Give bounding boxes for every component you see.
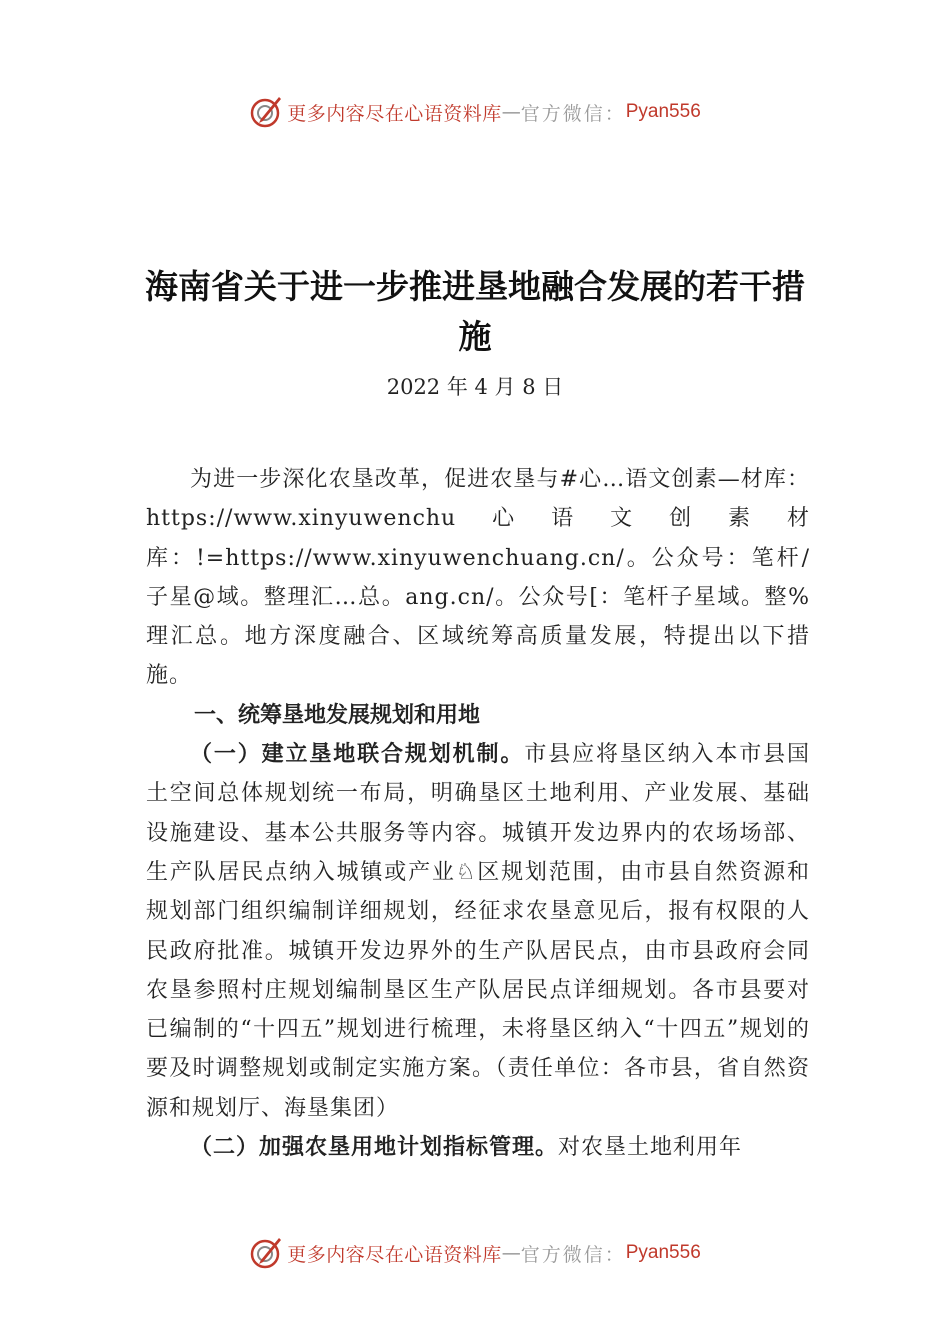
document-title: 海南省关于进一步推进垦地融合发展的若干措施: [145, 267, 805, 356]
banner-wechat-label: 官方微信：: [520, 1243, 626, 1266]
banner-separator: —: [501, 101, 521, 123]
banner-wechat-label: 官方微信：: [520, 102, 626, 125]
item-text: 市县应将垦区纳入本市县国土空间总体规划统一布局，明确垦区土地利用、产业发展、基础设施建设、基本公共服务等内容。城镇开发边界内的农场场部、生产队居民点纳入城镇或产业♘区规划范围，由市县自然资源和规划部门组织编制详细规划，经征求农垦意见后，报有权限的人民政府批准。城镇开发边界外的生产队居民点，由市县政府会同农垦参照村庄规划编制垦区生产队居民点详细规划。各市县要对已编制的“十四五”规划进行梳理，未将垦区纳入“十四五”规划的要及时调整规划或制定实施方案。（责任单位：各市县，省自然资源和规划厅、海垦集团）: [146, 742, 810, 1121]
header-banner: [0, 92, 950, 132]
document-date: 2022 年 4 月 8 日: [386, 375, 564, 399]
banner-text: 更多内容尽在心语资料库: [287, 1243, 502, 1266]
banner-wechat-id: Pyan556: [625, 101, 701, 122]
item-paragraph: [146, 735, 810, 1128]
section-heading: 一、统筹垦地发展规划和用地: [194, 702, 481, 728]
item-paragraph: [146, 1128, 810, 1167]
document-body: [146, 460, 810, 1167]
quill-logo-icon: [249, 95, 283, 129]
banner-separator: —: [501, 1242, 521, 1264]
item-title: （二）加强农垦用地计划指标管理。: [190, 1134, 559, 1161]
banner-text: 更多内容尽在心语资料库: [287, 102, 502, 125]
item-title: （一）建立垦地联合规划机制。: [190, 741, 525, 768]
quill-logo-icon: [249, 1236, 283, 1270]
item-text: 对农垦土地利用年: [558, 1135, 743, 1161]
banner-wechat-id: Pyan556: [625, 1242, 701, 1263]
footer-banner: [0, 1233, 950, 1273]
intro-paragraph: 为进一步深化农垦改革，促进农垦与#心…语文创素—材库：https://www.xinyuwenchu心语文创素材库：!=https://www.xinyuwenchuang.cn/。公众号：笔杆/子星@域。整理汇…总。ang.cn/。公众号[：笔杆子星域。整%理汇总。地方深度融合、区域统筹高质量发展，特提出以下措施。: [146, 467, 810, 689]
